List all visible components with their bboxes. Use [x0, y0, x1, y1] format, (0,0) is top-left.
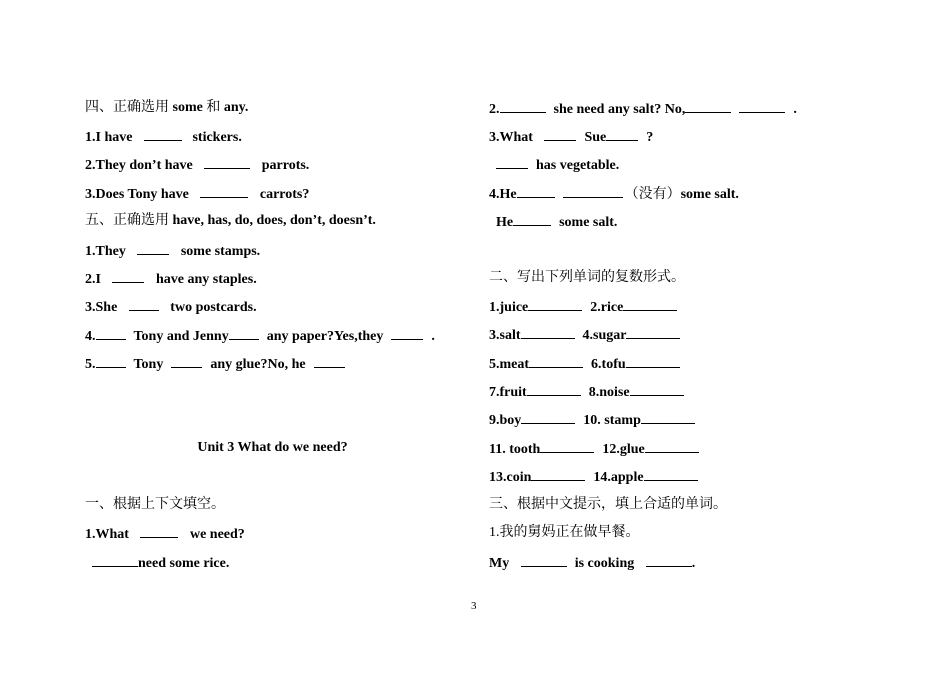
question-text: is cooking	[574, 556, 635, 571]
sec3-question-1	[489, 553, 695, 573]
plural-word: 11. tooth	[489, 441, 541, 457]
question-text: Sue	[584, 130, 607, 145]
right-answer-3	[496, 155, 619, 175]
answer-blank[interactable]	[527, 382, 581, 396]
plural-row	[489, 410, 695, 430]
answer-blank[interactable]	[641, 410, 695, 424]
answer-blank[interactable]	[626, 325, 680, 339]
plural-word: 13.coin	[489, 469, 532, 485]
answer-blank[interactable]	[92, 553, 138, 567]
answer-blank[interactable]	[96, 354, 126, 368]
question-text: 1.I have	[85, 130, 133, 145]
answer-blank[interactable]	[521, 410, 575, 424]
question-text: 4.	[85, 329, 96, 344]
question-text: ?	[646, 130, 654, 145]
question-text: Tony and Jenny	[133, 329, 229, 344]
answer-blank[interactable]	[646, 553, 692, 567]
answer-blank[interactable]	[500, 99, 546, 113]
plural-row	[489, 467, 698, 487]
plural-row	[489, 439, 699, 459]
section-4-title-cn: 四、正确选用	[85, 100, 169, 115]
answer-blank[interactable]	[140, 524, 178, 538]
sec4-question-2	[85, 155, 309, 175]
plural-word: 6.tofu	[591, 356, 626, 372]
answer-blank[interactable]	[200, 184, 248, 198]
right-answer-4	[496, 212, 617, 232]
answer-blank[interactable]	[685, 99, 731, 113]
answer-blank[interactable]	[171, 354, 202, 368]
answer-blank[interactable]	[563, 184, 623, 198]
plural-word: 14.apple	[593, 469, 644, 485]
answer-blank[interactable]	[606, 127, 638, 141]
answer-blank[interactable]	[626, 354, 680, 368]
answer-blank[interactable]	[129, 297, 159, 311]
section-5-title	[85, 212, 376, 230]
section-1-title: 一、根据上下文填空。	[85, 497, 225, 512]
unit-title: Unit 3 What do we need?	[197, 440, 348, 455]
right-question-4	[489, 184, 739, 204]
sec4-question-1	[85, 127, 242, 147]
section-3-title: 三、根据中文提示，填上合适的单词。	[489, 497, 727, 512]
answer-blank[interactable]	[644, 467, 698, 481]
sec5-question-4	[85, 326, 435, 346]
answer-blank[interactable]	[540, 439, 594, 453]
hint-text: （没有）	[624, 187, 681, 202]
question-text: .	[691, 556, 696, 571]
question-text: have any staples.	[155, 272, 257, 287]
question-text: carrots?	[259, 187, 310, 202]
right-question-3	[489, 127, 653, 147]
plural-word: 9.boy	[489, 413, 522, 429]
question-text: .	[793, 102, 797, 117]
question-text: 3.What	[489, 130, 533, 145]
answer-blank[interactable]	[623, 297, 677, 311]
answer-blank[interactable]	[645, 439, 699, 453]
answer-blank[interactable]	[630, 382, 684, 396]
question-text: stickers.	[192, 130, 242, 145]
plural-word: 4.sugar	[582, 328, 627, 344]
question-text: He	[496, 215, 514, 230]
question-text: some stamps.	[180, 244, 261, 259]
plural-row	[489, 325, 680, 345]
section-4-word-and: 和	[206, 100, 221, 115]
question-text: .	[431, 329, 435, 344]
answer-blank[interactable]	[544, 127, 576, 141]
section-4-title	[85, 99, 248, 117]
question-text: some salt.	[680, 187, 739, 202]
answer-blank[interactable]	[204, 155, 250, 169]
answer-blank[interactable]	[96, 326, 126, 340]
answer-blank[interactable]	[144, 127, 182, 141]
question-text: 3.She	[85, 300, 118, 315]
section-5-title-cn: 五、正确选用	[85, 213, 169, 228]
plural-row	[489, 382, 684, 402]
question-text: any paper?Yes,they	[266, 329, 384, 344]
plural-word: 5.meat	[489, 356, 530, 372]
answer-blank[interactable]	[314, 354, 345, 368]
plural-word: 1.juice	[489, 300, 529, 315]
question-text: she need any salt? No,	[553, 102, 686, 117]
plural-row	[489, 354, 680, 374]
question-text: 2.	[489, 102, 500, 117]
question-text: 1.They	[85, 244, 126, 259]
question-text: some salt.	[559, 215, 618, 230]
question-text: any glue?No, he	[210, 357, 306, 372]
plural-row	[489, 297, 677, 317]
question-text: 2.I	[85, 272, 101, 287]
answer-blank[interactable]	[513, 212, 551, 226]
question-text: Tony	[133, 357, 164, 372]
question-text: 1.What	[85, 527, 129, 542]
section-5-title-words: have, has, do, does, don’t, doesn’t.	[172, 213, 376, 228]
answer-blank[interactable]	[529, 354, 583, 368]
question-text: 4.He	[489, 187, 517, 202]
plural-word: 10. stamp	[583, 413, 641, 429]
question-text: 5.	[85, 357, 96, 372]
sec1-answer-1	[92, 553, 229, 573]
answer-blank[interactable]	[391, 326, 423, 340]
plural-word: 8.noise	[588, 384, 630, 400]
answer-blank[interactable]	[521, 325, 575, 339]
answer-blank[interactable]	[739, 99, 785, 113]
question-text: two postcards.	[170, 300, 257, 315]
right-question-2	[489, 99, 797, 119]
sec1-question-1	[85, 524, 245, 544]
question-text: we need?	[189, 527, 245, 542]
sec5-question-1	[85, 241, 260, 261]
sec5-question-2	[85, 269, 257, 289]
sec4-question-3	[85, 184, 309, 204]
answer-blank[interactable]	[112, 269, 144, 283]
page-number: 3	[471, 600, 477, 612]
question-text: My	[489, 556, 510, 571]
answer-blank[interactable]	[528, 297, 582, 311]
plural-word: 7.fruit	[489, 384, 527, 400]
plural-word: 3.salt	[489, 328, 521, 344]
answer-blank[interactable]	[137, 241, 169, 255]
plural-word: 12.glue	[602, 441, 645, 457]
section-4-word-any: any.	[223, 100, 249, 115]
section-2-title: 二、写出下列单词的复数形式。	[489, 270, 685, 285]
plural-word: 2.rice	[590, 300, 624, 315]
question-text: parrots.	[261, 158, 310, 173]
question-text: need some rice.	[138, 556, 230, 571]
section-4-word-some: some	[172, 100, 203, 115]
answer-blank[interactable]	[229, 326, 259, 340]
question-text: 2.They don’t have	[85, 158, 193, 173]
sec3-question-1-cn: 1.我的舅妈正在做早餐。	[489, 525, 640, 540]
answer-blank[interactable]	[531, 467, 585, 481]
question-text: has vegetable.	[536, 158, 620, 173]
answer-blank[interactable]	[496, 155, 528, 169]
answer-blank[interactable]	[517, 184, 555, 198]
answer-blank[interactable]	[521, 553, 567, 567]
sec5-question-3	[85, 297, 257, 317]
sec5-question-5	[85, 354, 345, 374]
question-text: 3.Does Tony have	[85, 187, 189, 202]
